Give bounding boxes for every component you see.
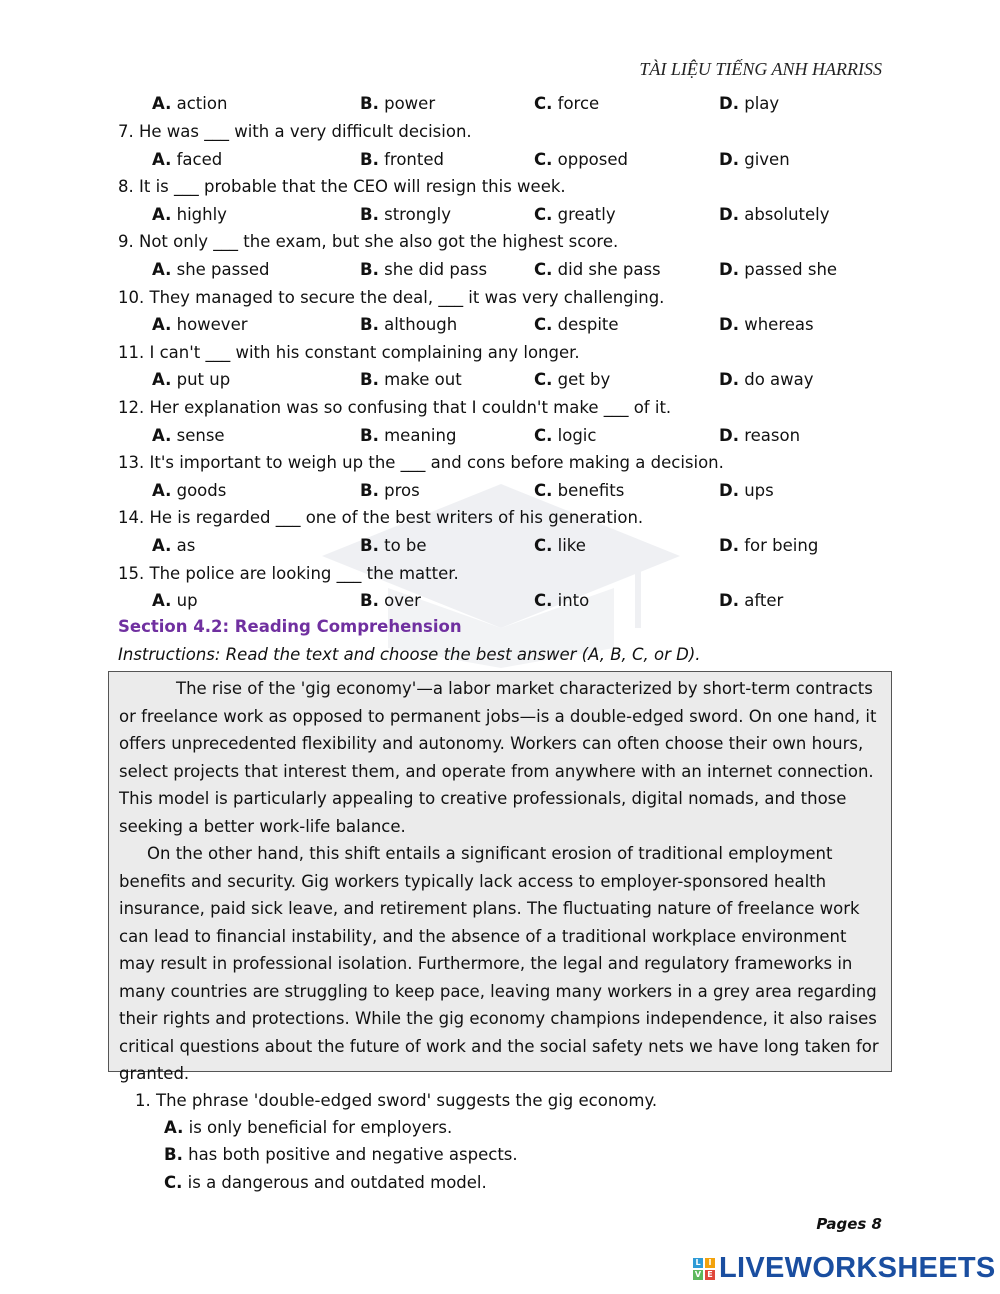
option-c: C. opposed (534, 149, 628, 169)
option-c: C. despite (534, 315, 619, 335)
option-a: A. goods (152, 480, 227, 500)
option-b: B. make out (360, 370, 462, 390)
option-c: C. get by (534, 370, 611, 390)
option-a: A. sense (152, 425, 225, 445)
option-d: D. absolutely (719, 204, 830, 224)
reading-option-c: C. is a dangerous and outdated model. (164, 1173, 487, 1192)
option-b: B. over (360, 591, 421, 611)
option-d: D. play (719, 94, 780, 113)
passage-paragraph-1: The rise of the 'gig economy'—a labor market characterized by short-term contracts or freelance work as opposed to permanent jobs—is a double-edged sword. On one hand, it offers unprecedented flexibility and autonomy. Workers can often choose their own hours, select projects that interest them, and operate from anywhere with an internet connection. This model is particularly appealing to creative professionals, digital nomads, and those seeking a better work-life balance. (119, 679, 877, 836)
option-d: D. after (719, 591, 784, 611)
option-a: A. faced (152, 149, 223, 169)
question-stem: 14. He is regarded ___ one of the best writers of his generation. (118, 508, 644, 528)
passage-paragraph-2: On the other hand, this shift entails a significant erosion of traditional employment benefits and security. Gig workers typically lack access to employer-sponsored health insurance, paid sick leave, and retirement plans. The fluctuating nature of freelance work can lead to financial instability, and the absence of a traditional workplace environment may result in professional isolation. Furthermore, the legal and regulatory frameworks in many countries are struggling to keep pace, leaving many workers in a grey area regarding their rights and protections. While the gig economy champions independence, it also raises critical questions about the future of work and the social safety nets we have long taken for granted. (119, 844, 879, 1083)
option-d: D. whereas (719, 315, 814, 335)
option-b: B. although (360, 315, 458, 335)
liveworksheets-logo[interactable] (693, 1252, 996, 1285)
question-stem: 10. They managed to secure the deal, ___ it was very challenging. (118, 287, 665, 307)
option-b: B. to be (360, 535, 427, 555)
reading-passage (108, 671, 892, 1083)
option-b: B. pros (360, 480, 420, 500)
option-d: D. do away (719, 370, 814, 390)
option-b: B. fronted (360, 149, 444, 169)
brand-name: LIVEWORKSHEETS (719, 1252, 996, 1284)
option-a: A. as (152, 535, 196, 555)
question-stem: 13. It's important to weigh up the ___ and cons before making a decision. (118, 453, 724, 473)
document-header: TÀI LIỆU TIẾNG ANH HARRISS (639, 59, 882, 79)
option-d: D. for being (719, 535, 819, 555)
option-b: B. power (360, 94, 436, 113)
option-b: B. she did pass (360, 259, 488, 279)
option-c: C. force (534, 94, 600, 113)
question-stem: 12. Her explanation was so confusing that I couldn't make ___ of it. (118, 398, 672, 417)
option-a: A. action (152, 94, 228, 113)
option-c: C. into (534, 591, 590, 611)
option-c: C. benefits (534, 480, 625, 500)
brand-mark-icon: L I V E (693, 1258, 715, 1280)
question-stem: 7. He was ___ with a very difficult decision. (118, 122, 472, 141)
page-number: Pages 8 (816, 1215, 882, 1233)
reading-option-a: A. is only beneficial for employers. (164, 1118, 453, 1137)
question-stem: 8. It is ___ probable that the CEO will resign this week. (118, 177, 566, 197)
option-c: C. like (534, 535, 586, 555)
option-a: A. she passed (152, 259, 270, 279)
option-a: A. however (152, 315, 248, 335)
question-stem: 11. I can't ___ with his constant complaining any longer. (118, 342, 580, 362)
option-d: D. passed she (719, 259, 838, 279)
option-b: B. strongly (360, 204, 451, 224)
reading-question-1: 1. The phrase 'double-edged sword' suggests the gig economy. (135, 1091, 658, 1110)
option-c: C. logic (534, 425, 597, 445)
reading-option-b: B. has both positive and negative aspects. (164, 1145, 518, 1164)
instructions: Instructions: Read the text and choose the best answer (A, B, C, or D). (118, 645, 701, 664)
option-d: D. given (719, 149, 790, 169)
option-a: A. highly (152, 204, 227, 224)
option-a: A. put up (152, 370, 231, 390)
option-b: B. meaning (360, 425, 457, 445)
option-c: C. greatly (534, 204, 616, 224)
option-d: D. reason (719, 425, 801, 445)
question-stem: 15. The police are looking ___ the matter. (118, 563, 459, 583)
section-title: Section 4.2: Reading Comprehension (118, 617, 462, 636)
option-d: D. ups (719, 480, 774, 500)
option-c: C. did she pass (534, 259, 661, 279)
question-stem: 9. Not only ___ the exam, but she also got the highest score. (118, 232, 619, 252)
option-a: A. up (152, 591, 198, 611)
